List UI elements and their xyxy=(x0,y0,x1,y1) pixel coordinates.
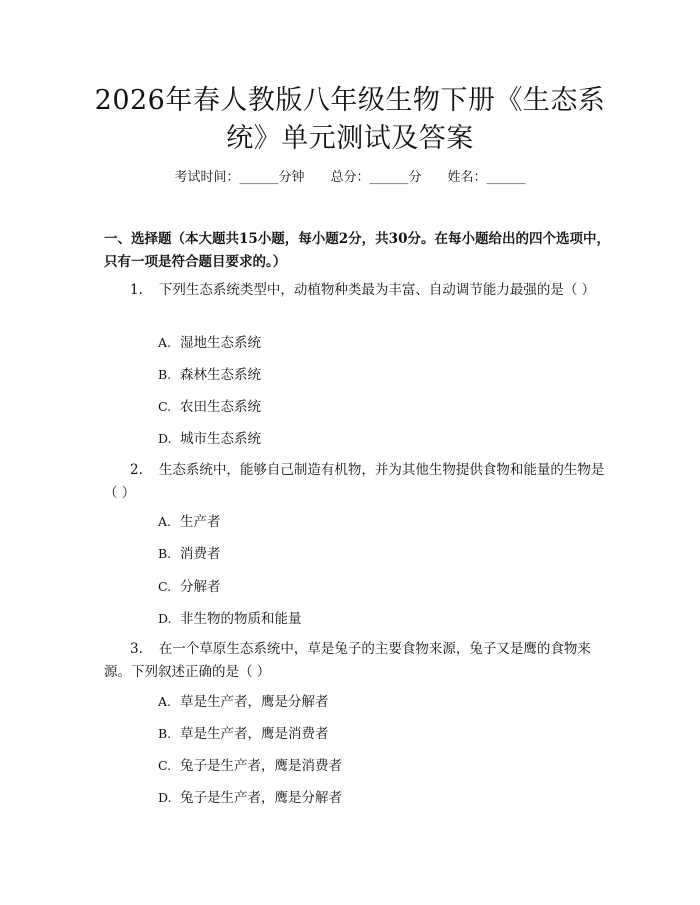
option-letter: C. xyxy=(158,579,172,594)
option-letter: A. xyxy=(158,514,172,529)
option-text: 非生物的物质和能量 xyxy=(180,611,302,627)
option-text: 兔子是生产者，鹰是消费者 xyxy=(180,758,342,774)
option-letter: B. xyxy=(158,546,172,561)
question-3-option-c xyxy=(158,756,578,776)
question-2-option-b xyxy=(158,544,578,564)
option-text: 生产者 xyxy=(180,514,221,530)
option-text: 分解者 xyxy=(180,579,221,595)
option-letter: D. xyxy=(158,611,172,626)
option-letter: C. xyxy=(158,758,172,773)
question-3-option-b xyxy=(158,724,578,744)
question-stem: 下列生态系统类型中，动植物种类最为丰富、自动调节能力最强的是（ ） xyxy=(158,282,596,298)
question-1 xyxy=(104,279,614,302)
option-letter: A. xyxy=(158,694,172,709)
option-text: 消费者 xyxy=(180,546,221,562)
question-3-option-d xyxy=(158,788,578,808)
option-text: 湿地生态系统 xyxy=(180,335,261,351)
question-1-option-a xyxy=(158,333,578,353)
option-letter: D. xyxy=(158,790,172,805)
option-text: 草是生产者，鹰是消费者 xyxy=(180,726,329,742)
option-text: 森林生态系统 xyxy=(180,367,261,383)
question-stem: 在一个草原生态系统中，草是兔子的主要食物来源，兔子又是鹰的食物来源。下列叙述正确的是（ ） xyxy=(104,641,591,680)
question-1-option-b xyxy=(158,365,578,385)
section-heading: 一、选择题（本大题共15小题，每小题2分，共30分。在每小题给出的四个选项中，只有一项是符合题目要求的。） xyxy=(104,231,610,270)
option-text: 兔子是生产者，鹰是分解者 xyxy=(180,790,342,806)
option-letter: C. xyxy=(158,399,172,414)
question-3-option-a xyxy=(158,692,578,712)
question-stem: 生态系统中，能够自己制造有机物，并为其他生物提供食物和能量的生物是（ ） xyxy=(104,462,605,501)
question-2-option-c xyxy=(158,577,578,597)
option-letter: B. xyxy=(158,367,172,382)
question-2-option-d xyxy=(158,609,578,629)
exam-info-line: 考试时间：______分钟 总分：______分 姓名：______ xyxy=(174,170,526,185)
question-2 xyxy=(104,459,614,505)
option-letter: A. xyxy=(158,335,172,350)
question-1-option-c xyxy=(158,397,578,417)
question-3 xyxy=(104,638,614,684)
option-text: 城市生态系统 xyxy=(180,431,261,447)
question-number: 1. xyxy=(130,282,143,298)
question-number: 2. xyxy=(130,462,143,478)
option-text: 农田生态系统 xyxy=(180,399,261,415)
document-title: 2026年春人教版八年级生物下册《生态系统》单元测试及答案 xyxy=(94,85,606,154)
option-letter: D. xyxy=(158,431,172,446)
question-number: 3. xyxy=(130,641,143,657)
option-letter: B. xyxy=(158,726,172,741)
question-2-option-a xyxy=(158,512,578,532)
question-1-option-d xyxy=(158,429,578,449)
option-text: 草是生产者，鹰是分解者 xyxy=(180,694,329,710)
